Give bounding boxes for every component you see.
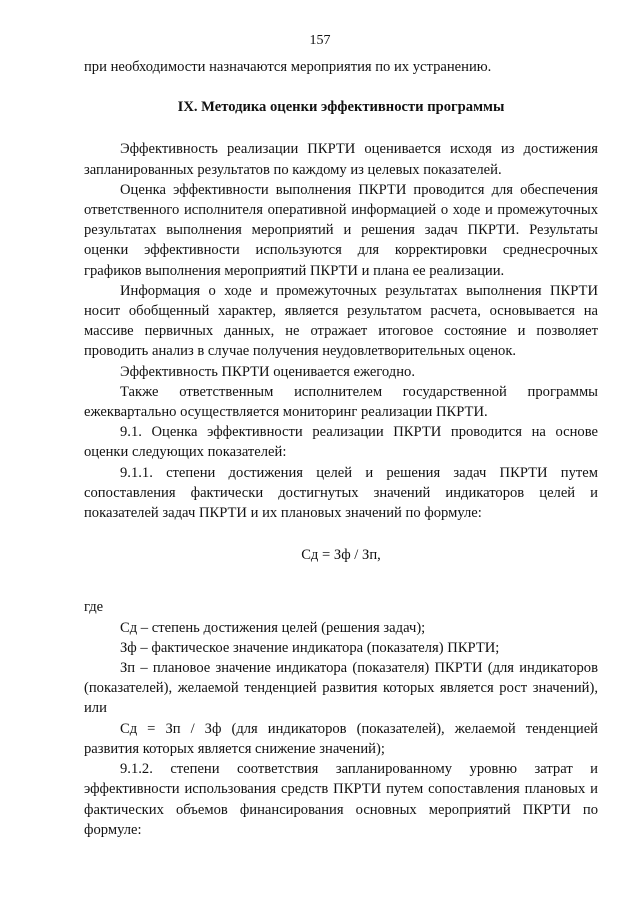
paragraph: Информация о ходе и промежуточных результатах выполнения ПКРТИ носит обобщенный характер, является результатом расчета, основывается на массиве первичных данных, не отражает итоговое состояние и позволяет проводить анализ в случае получения неудовлетворительных оценок. — [84, 282, 598, 360]
definition: Сд = Зп / Зф (для индикаторов (показателей), желаемой тенденцией развития которых является снижение значений); — [84, 720, 598, 757]
formula: Сд = Зф / Зп, — [301, 547, 381, 564]
document-body — [84, 57, 598, 840]
paragraph: Эффективность реализации ПКРТИ оценивается исходя из достижения запланированных результатов по каждому из целевых показателей. — [84, 141, 598, 178]
continuation-line: при необходимости назначаются мероприятия по их устранению. — [84, 59, 492, 75]
page-number: 157 — [309, 33, 331, 48]
definition: Сд – степень достижения целей (решения задач); — [120, 619, 426, 636]
paragraph: Также ответственным исполнителем государственной программы ежеквартально осуществляется мониторинг реализации ПКРТИ. — [84, 383, 598, 421]
paragraph: 9.1.1. степени достижения целей и решения задач ПКРТИ путем сопоставления фактически достигнутых значений индикаторов целей и показателей задач ПКРТИ и их плановых значений по формуле: — [84, 464, 598, 522]
paragraph: Эффективность ПКРТИ оценивается ежегодно. — [120, 363, 415, 380]
definition: Зп – плановое значение индикатора (показателя) ПКРТИ (для индикаторов (показателей), желаемой тенденцией развития которых является рост значений), или — [84, 660, 598, 717]
paragraph: 9.1. Оценка эффективности реализации ПКРТИ проводится на основе оценки следующих показателей: — [84, 424, 598, 461]
section-heading: IX. Методика оценки эффективности программы — [177, 99, 505, 116]
paragraph: Оценка эффективности выполнения ПКРТИ проводится для обеспечения ответственного исполнителя оперативной информацией о ходе и промежуточных результатах выполнения мероприятий и решения задач ПКРТИ. Результаты оценки эффективности используются для корректировки среднесрочных графиков выполнения мероприятий ПКРТИ и плана ее реализации. — [84, 181, 598, 279]
definition: Зф – фактическое значение индикатора (показателя) ПКРТИ; — [120, 639, 500, 656]
paragraph: 9.1.2. степени соответствия запланированному уровню затрат и эффективности использования средств ПКРТИ путем сопоставления плановых и фактических объемов финансирования основных мероприятий ПКРТИ по формуле: — [84, 761, 598, 838]
where-label: где — [84, 599, 104, 616]
